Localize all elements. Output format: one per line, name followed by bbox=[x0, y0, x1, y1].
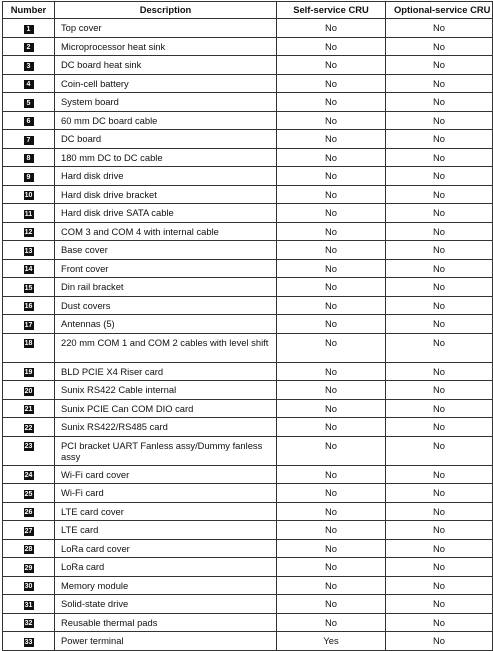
row-number-cell bbox=[3, 362, 55, 381]
row-number-cell bbox=[3, 484, 55, 503]
row-description: Front cover bbox=[55, 259, 277, 278]
callout-number-badge: 5 bbox=[24, 99, 34, 108]
row-number-cell bbox=[3, 93, 55, 112]
table-row bbox=[3, 148, 493, 167]
callout-number-badge: 19 bbox=[24, 369, 33, 377]
row-description: Coin-cell battery bbox=[55, 74, 277, 93]
table-row bbox=[3, 37, 493, 56]
callout-number-badge: 32 bbox=[24, 620, 33, 628]
table-row bbox=[3, 632, 493, 651]
row-description: System board bbox=[55, 93, 277, 112]
callout-number-badge: 25 bbox=[24, 490, 33, 498]
row-self-service-cru: No bbox=[277, 185, 386, 204]
row-optional-service-cru: No bbox=[386, 576, 493, 595]
callout-number-badge: 9 bbox=[24, 173, 34, 182]
callout-number-badge: 29 bbox=[24, 564, 33, 572]
row-optional-service-cru: No bbox=[386, 436, 493, 465]
cru-table bbox=[2, 1, 493, 651]
callout-number-badge: 3 bbox=[24, 62, 34, 71]
row-self-service-cru: No bbox=[277, 278, 386, 297]
table-row bbox=[3, 613, 493, 632]
row-number-cell bbox=[3, 204, 55, 223]
row-self-service-cru: No bbox=[277, 74, 386, 93]
row-description: Top cover bbox=[55, 19, 277, 38]
row-number-cell bbox=[3, 278, 55, 297]
row-description: LoRa card cover bbox=[55, 539, 277, 558]
callout-number-badge: 14 bbox=[24, 266, 33, 274]
row-self-service-cru: No bbox=[277, 241, 386, 260]
table-row bbox=[3, 576, 493, 595]
row-optional-service-cru: No bbox=[386, 399, 493, 418]
row-number-cell bbox=[3, 37, 55, 56]
callout-number-badge: 8 bbox=[24, 154, 34, 163]
callout-number-badge: 20 bbox=[24, 387, 33, 395]
callout-number-badge: 23 bbox=[24, 443, 33, 451]
row-number-cell bbox=[3, 381, 55, 400]
row-description: Sunix RS422 Cable internal bbox=[55, 381, 277, 400]
table-row bbox=[3, 93, 493, 112]
table-row bbox=[3, 185, 493, 204]
header-row bbox=[3, 2, 493, 19]
row-number-cell bbox=[3, 111, 55, 130]
callout-number-badge: 27 bbox=[24, 527, 33, 535]
row-self-service-cru: No bbox=[277, 333, 386, 362]
header-description: Description bbox=[55, 2, 277, 19]
row-description: Hard disk drive bracket bbox=[55, 185, 277, 204]
row-number-cell bbox=[3, 148, 55, 167]
row-optional-service-cru: No bbox=[386, 465, 493, 484]
row-description: 220 mm COM 1 and COM 2 cables with level shift bbox=[55, 333, 277, 362]
row-number-cell bbox=[3, 613, 55, 632]
row-optional-service-cru: No bbox=[386, 315, 493, 334]
row-description: Power terminal bbox=[55, 632, 277, 651]
row-number-cell bbox=[3, 241, 55, 260]
row-number-cell bbox=[3, 436, 55, 465]
table-row bbox=[3, 278, 493, 297]
row-self-service-cru: Yes bbox=[277, 632, 386, 651]
row-self-service-cru: No bbox=[277, 502, 386, 521]
table-row bbox=[3, 399, 493, 418]
callout-number-badge: 31 bbox=[24, 601, 33, 609]
row-description: LoRa card bbox=[55, 558, 277, 577]
row-optional-service-cru: No bbox=[386, 296, 493, 315]
row-optional-service-cru: No bbox=[386, 185, 493, 204]
table-row bbox=[3, 558, 493, 577]
table-row bbox=[3, 484, 493, 503]
row-self-service-cru: No bbox=[277, 167, 386, 186]
row-self-service-cru: No bbox=[277, 56, 386, 75]
row-self-service-cru: No bbox=[277, 436, 386, 465]
row-self-service-cru: No bbox=[277, 222, 386, 241]
row-self-service-cru: No bbox=[277, 111, 386, 130]
row-number-cell bbox=[3, 576, 55, 595]
row-optional-service-cru: No bbox=[386, 222, 493, 241]
row-description: LTE card cover bbox=[55, 502, 277, 521]
row-optional-service-cru: No bbox=[386, 521, 493, 540]
callout-number-badge: 11 bbox=[24, 210, 33, 218]
table-row bbox=[3, 333, 493, 362]
row-number-cell bbox=[3, 19, 55, 38]
row-self-service-cru: No bbox=[277, 613, 386, 632]
row-number-cell bbox=[3, 56, 55, 75]
table-row bbox=[3, 465, 493, 484]
callout-number-badge: 28 bbox=[24, 546, 33, 554]
table-row bbox=[3, 539, 493, 558]
row-optional-service-cru: No bbox=[386, 484, 493, 503]
row-self-service-cru: No bbox=[277, 521, 386, 540]
table-row bbox=[3, 315, 493, 334]
row-description: Microprocessor heat sink bbox=[55, 37, 277, 56]
row-number-cell bbox=[3, 595, 55, 614]
row-number-cell bbox=[3, 185, 55, 204]
row-self-service-cru: No bbox=[277, 362, 386, 381]
row-number-cell bbox=[3, 465, 55, 484]
row-description: 180 mm DC to DC cable bbox=[55, 148, 277, 167]
row-number-cell bbox=[3, 333, 55, 362]
table-body bbox=[3, 19, 493, 651]
row-description: Din rail bracket bbox=[55, 278, 277, 297]
row-self-service-cru: No bbox=[277, 315, 386, 334]
row-self-service-cru: No bbox=[277, 296, 386, 315]
row-description: Sunix PCIE Can COM DIO card bbox=[55, 399, 277, 418]
callout-number-badge: 17 bbox=[24, 321, 33, 329]
row-optional-service-cru: No bbox=[386, 613, 493, 632]
row-number-cell bbox=[3, 222, 55, 241]
callout-number-badge: 4 bbox=[24, 80, 34, 89]
callout-number-badge: 13 bbox=[24, 247, 33, 255]
callout-number-badge: 18 bbox=[24, 340, 33, 348]
header-number: Number bbox=[3, 2, 55, 19]
row-number-cell bbox=[3, 521, 55, 540]
row-self-service-cru: No bbox=[277, 148, 386, 167]
row-number-cell bbox=[3, 558, 55, 577]
row-description: Hard disk drive bbox=[55, 167, 277, 186]
row-optional-service-cru: No bbox=[386, 241, 493, 260]
row-optional-service-cru: No bbox=[386, 502, 493, 521]
table-row bbox=[3, 362, 493, 381]
row-optional-service-cru: No bbox=[386, 204, 493, 223]
row-self-service-cru: No bbox=[277, 576, 386, 595]
row-optional-service-cru: No bbox=[386, 558, 493, 577]
row-optional-service-cru: No bbox=[386, 111, 493, 130]
callout-number-badge: 24 bbox=[24, 472, 33, 480]
table-row bbox=[3, 521, 493, 540]
row-self-service-cru: No bbox=[277, 539, 386, 558]
row-self-service-cru: No bbox=[277, 558, 386, 577]
row-optional-service-cru: No bbox=[386, 130, 493, 149]
callout-number-badge: 15 bbox=[24, 284, 33, 292]
callout-number-badge: 12 bbox=[24, 229, 33, 237]
row-optional-service-cru: No bbox=[386, 19, 493, 38]
row-optional-service-cru: No bbox=[386, 37, 493, 56]
callout-number-badge: 16 bbox=[24, 303, 33, 311]
row-description: Wi-Fi card bbox=[55, 484, 277, 503]
callout-number-badge: 1 bbox=[24, 25, 34, 34]
row-optional-service-cru: No bbox=[386, 539, 493, 558]
row-number-cell bbox=[3, 539, 55, 558]
row-number-cell bbox=[3, 502, 55, 521]
row-number-cell bbox=[3, 399, 55, 418]
row-self-service-cru: No bbox=[277, 381, 386, 400]
row-self-service-cru: No bbox=[277, 399, 386, 418]
row-self-service-cru: No bbox=[277, 595, 386, 614]
row-description: LTE card bbox=[55, 521, 277, 540]
row-description: Base cover bbox=[55, 241, 277, 260]
table-row bbox=[3, 241, 493, 260]
row-number-cell bbox=[3, 418, 55, 437]
table-row bbox=[3, 167, 493, 186]
table-row bbox=[3, 204, 493, 223]
row-self-service-cru: No bbox=[277, 484, 386, 503]
row-optional-service-cru: No bbox=[386, 362, 493, 381]
row-optional-service-cru: No bbox=[386, 595, 493, 614]
row-number-cell bbox=[3, 259, 55, 278]
row-description: COM 3 and COM 4 with internal cable bbox=[55, 222, 277, 241]
row-number-cell bbox=[3, 315, 55, 334]
row-self-service-cru: No bbox=[277, 259, 386, 278]
table-row bbox=[3, 418, 493, 437]
callout-number-badge: 2 bbox=[24, 43, 34, 52]
row-description: 60 mm DC board cable bbox=[55, 111, 277, 130]
row-optional-service-cru: No bbox=[386, 259, 493, 278]
callout-number-badge: 21 bbox=[24, 406, 33, 414]
row-self-service-cru: No bbox=[277, 204, 386, 223]
row-optional-service-cru: No bbox=[386, 333, 493, 362]
row-description: PCI bracket UART Fanless assy/Dummy fanless assy bbox=[55, 436, 277, 465]
row-optional-service-cru: No bbox=[386, 74, 493, 93]
row-number-cell bbox=[3, 296, 55, 315]
row-number-cell bbox=[3, 167, 55, 186]
table-row bbox=[3, 502, 493, 521]
table-row bbox=[3, 222, 493, 241]
row-description: DC board bbox=[55, 130, 277, 149]
row-self-service-cru: No bbox=[277, 37, 386, 56]
row-description: Wi-Fi card cover bbox=[55, 465, 277, 484]
table-row bbox=[3, 56, 493, 75]
row-optional-service-cru: No bbox=[386, 148, 493, 167]
row-number-cell bbox=[3, 74, 55, 93]
table-row bbox=[3, 595, 493, 614]
callout-number-badge: 26 bbox=[24, 509, 33, 517]
row-description: Dust covers bbox=[55, 296, 277, 315]
row-description: BLD PCIE X4 Riser card bbox=[55, 362, 277, 381]
table-row bbox=[3, 111, 493, 130]
callout-number-badge: 6 bbox=[24, 117, 34, 126]
row-description: Reusable thermal pads bbox=[55, 613, 277, 632]
table-row bbox=[3, 296, 493, 315]
row-self-service-cru: No bbox=[277, 130, 386, 149]
callout-number-badge: 7 bbox=[24, 136, 34, 145]
row-description: Sunix RS422/RS485 card bbox=[55, 418, 277, 437]
row-self-service-cru: No bbox=[277, 93, 386, 112]
table-row bbox=[3, 259, 493, 278]
row-optional-service-cru: No bbox=[386, 278, 493, 297]
row-number-cell bbox=[3, 632, 55, 651]
table-row bbox=[3, 381, 493, 400]
table-row bbox=[3, 436, 493, 465]
row-self-service-cru: No bbox=[277, 19, 386, 38]
row-description: Hard disk drive SATA cable bbox=[55, 204, 277, 223]
table-row bbox=[3, 74, 493, 93]
header-optional-service-cru: Optional-service CRU bbox=[386, 2, 493, 19]
header-self-service-cru: Self-service CRU bbox=[277, 2, 386, 19]
row-optional-service-cru: No bbox=[386, 167, 493, 186]
row-self-service-cru: No bbox=[277, 418, 386, 437]
row-description: DC board heat sink bbox=[55, 56, 277, 75]
row-optional-service-cru: No bbox=[386, 632, 493, 651]
row-self-service-cru: No bbox=[277, 465, 386, 484]
row-optional-service-cru: No bbox=[386, 381, 493, 400]
callout-number-badge: 33 bbox=[24, 638, 33, 646]
row-description: Solid-state drive bbox=[55, 595, 277, 614]
row-number-cell bbox=[3, 130, 55, 149]
row-optional-service-cru: No bbox=[386, 418, 493, 437]
callout-number-badge: 22 bbox=[24, 424, 33, 432]
row-optional-service-cru: No bbox=[386, 56, 493, 75]
row-description: Memory module bbox=[55, 576, 277, 595]
table-row bbox=[3, 130, 493, 149]
row-description: Antennas (5) bbox=[55, 315, 277, 334]
table-row bbox=[3, 19, 493, 38]
callout-number-badge: 10 bbox=[24, 192, 33, 200]
row-optional-service-cru: No bbox=[386, 93, 493, 112]
callout-number-badge: 30 bbox=[24, 583, 33, 591]
